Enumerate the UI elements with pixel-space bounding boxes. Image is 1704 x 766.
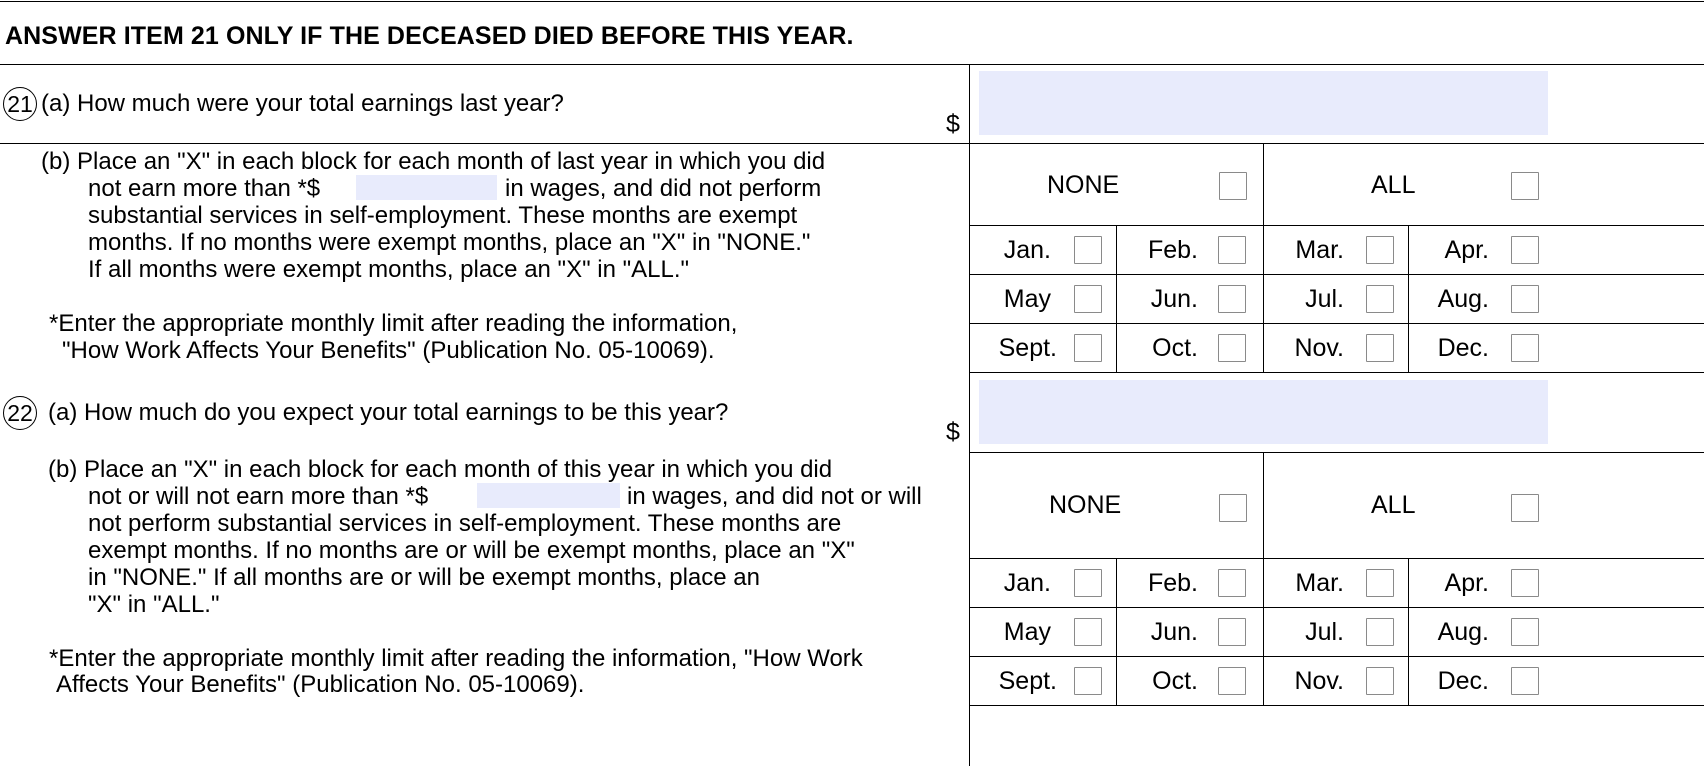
grid-22-all-label: ALL bbox=[1371, 491, 1416, 519]
grid-22-oct-checkbox[interactable] bbox=[1218, 667, 1246, 695]
item-21b-line-4: months. If no months were exempt months, place an "X" in "NONE." bbox=[88, 229, 811, 256]
grid-22-month-label: Dec. bbox=[1437, 667, 1489, 695]
grid-21-all-checkbox[interactable] bbox=[1511, 172, 1539, 200]
item-22-note-line-2: Affects Your Benefits" (Publication No. 05-10069). bbox=[56, 671, 585, 698]
grid-22-month-label: Jun. bbox=[1150, 618, 1198, 646]
grid-22-month-label: Apr. bbox=[1444, 569, 1489, 597]
item-22-number: 22 bbox=[3, 396, 37, 430]
item-22a-question: (a) How much do you expect your total earnings to be this year? bbox=[48, 399, 729, 426]
grid-21-may-checkbox[interactable] bbox=[1074, 285, 1102, 313]
grid-21-month-label: Jun. bbox=[1150, 285, 1198, 313]
item-21-number: 21 bbox=[3, 87, 37, 121]
grid-22-month-label: Mar. bbox=[1295, 569, 1344, 597]
item-22b-line-3: not perform substantial services in self-employment. These months are bbox=[88, 510, 842, 537]
grid-21-none-checkbox[interactable] bbox=[1219, 172, 1247, 200]
grid-22-month-label: Jan. bbox=[1003, 569, 1051, 597]
item-21a-dollar-sign: $ bbox=[946, 110, 960, 138]
grid-21-month-label: Nov. bbox=[1294, 334, 1344, 362]
grid-21-sept-checkbox[interactable] bbox=[1074, 334, 1102, 362]
grid-21-aug-checkbox[interactable] bbox=[1511, 285, 1539, 313]
grid-22-month-label: Jul. bbox=[1305, 618, 1344, 646]
item-21b-line-2b: in wages, and did not perform bbox=[505, 175, 822, 202]
item-22b-line-2a: not or will not earn more than *$ bbox=[88, 483, 429, 510]
grid-21-month-label: Jul. bbox=[1305, 285, 1344, 313]
grid-21-apr-checkbox[interactable] bbox=[1511, 236, 1539, 264]
grid-22-month-label: May bbox=[1003, 618, 1051, 646]
grid-22-month-label: Feb. bbox=[1147, 569, 1198, 597]
grid-21-dec-checkbox[interactable] bbox=[1511, 334, 1539, 362]
item-21a-question: (a) How much were your total earnings last year? bbox=[41, 90, 564, 117]
grid-21-month-label: Apr. bbox=[1444, 236, 1489, 264]
item-21b-line-3: substantial services in self-employment. These months are exempt bbox=[88, 202, 798, 229]
grid-22-feb-checkbox[interactable] bbox=[1218, 569, 1246, 597]
item-22b-line-5: in "NONE." If all months are or will be exempt months, place an bbox=[88, 564, 760, 591]
grid-22-aug-checkbox[interactable] bbox=[1511, 618, 1539, 646]
grid-21-mar-checkbox[interactable] bbox=[1366, 236, 1394, 264]
item-21b-line-2a: not earn more than *$ bbox=[88, 175, 321, 202]
item-21b-line-5: If all months were exempt months, place an "X" in "ALL." bbox=[88, 256, 690, 283]
item-22b-line-2b: in wages, and did not or will bbox=[627, 483, 922, 510]
grid-22-none-checkbox[interactable] bbox=[1219, 494, 1247, 522]
grid-21-month-label: Feb. bbox=[1147, 236, 1198, 264]
item-21-note-line-1: *Enter the appropriate monthly limit after reading the information, bbox=[49, 310, 738, 337]
grid-22-nov-checkbox[interactable] bbox=[1366, 667, 1394, 695]
grid-21-month-label: Aug. bbox=[1437, 285, 1489, 313]
grid-21-oct-checkbox[interactable] bbox=[1218, 334, 1246, 362]
item-21b-line-1: (b) Place an "X" in each block for each month of last year in which you did bbox=[41, 148, 826, 175]
item-22a-earnings-input[interactable] bbox=[979, 380, 1548, 444]
item-22a-dollar-sign: $ bbox=[946, 418, 960, 446]
item-22b-line-6: "X" in "ALL." bbox=[88, 591, 220, 618]
grid-22-month-label: Aug. bbox=[1437, 618, 1489, 646]
grid-21-jan-checkbox[interactable] bbox=[1074, 236, 1102, 264]
item-21b-monthly-limit-input[interactable] bbox=[356, 175, 497, 200]
grid-22-sept-checkbox[interactable] bbox=[1074, 667, 1102, 695]
grid-21-month-label: Jan. bbox=[1003, 236, 1051, 264]
grid-22-jun-checkbox[interactable] bbox=[1218, 618, 1246, 646]
grid-21-nov-checkbox[interactable] bbox=[1366, 334, 1394, 362]
grid-22-mar-checkbox[interactable] bbox=[1366, 569, 1394, 597]
grid-21-all-label: ALL bbox=[1371, 171, 1416, 199]
grid-21-month-label: Sept. bbox=[998, 334, 1057, 362]
item-22b-line-4: exempt months. If no months are or will be exempt months, place an "X" bbox=[88, 537, 855, 564]
grid-21-month-label: Oct. bbox=[1152, 334, 1198, 362]
grid-22-dec-checkbox[interactable] bbox=[1511, 667, 1539, 695]
grid-22-month-label: Sept. bbox=[998, 667, 1057, 695]
grid-22-all-checkbox[interactable] bbox=[1511, 494, 1539, 522]
grid-21-month-label: Dec. bbox=[1437, 334, 1489, 362]
grid-21-month-label: Mar. bbox=[1295, 236, 1344, 264]
item-22b-monthly-limit-input[interactable] bbox=[477, 483, 620, 508]
grid-22-jan-checkbox[interactable] bbox=[1074, 569, 1102, 597]
grid-21-month-label: May bbox=[1003, 285, 1051, 313]
grid-21-jul-checkbox[interactable] bbox=[1366, 285, 1394, 313]
item-21-note-line-2: "How Work Affects Your Benefits" (Publication No. 05-10069). bbox=[62, 337, 715, 364]
grid-22-jul-checkbox[interactable] bbox=[1366, 618, 1394, 646]
grid-21-none-label: NONE bbox=[1047, 171, 1120, 199]
grid-22-month-label: Oct. bbox=[1152, 667, 1198, 695]
section-heading: ANSWER ITEM 21 ONLY IF THE DECEASED DIED BEFORE THIS YEAR. bbox=[5, 22, 854, 50]
grid-21-feb-checkbox[interactable] bbox=[1218, 236, 1246, 264]
grid-21-jun-checkbox[interactable] bbox=[1218, 285, 1246, 313]
grid-22-month-label: Nov. bbox=[1294, 667, 1344, 695]
grid-22-none-label: NONE bbox=[1049, 491, 1122, 519]
grid-22-may-checkbox[interactable] bbox=[1074, 618, 1102, 646]
item-22b-line-1: (b) Place an "X" in each block for each month of this year in which you did bbox=[48, 456, 833, 483]
item-22-note-line-1: *Enter the appropriate monthly limit after reading the information, "How Work bbox=[49, 645, 863, 672]
item-21a-earnings-input[interactable] bbox=[979, 71, 1548, 135]
grid-22-apr-checkbox[interactable] bbox=[1511, 569, 1539, 597]
